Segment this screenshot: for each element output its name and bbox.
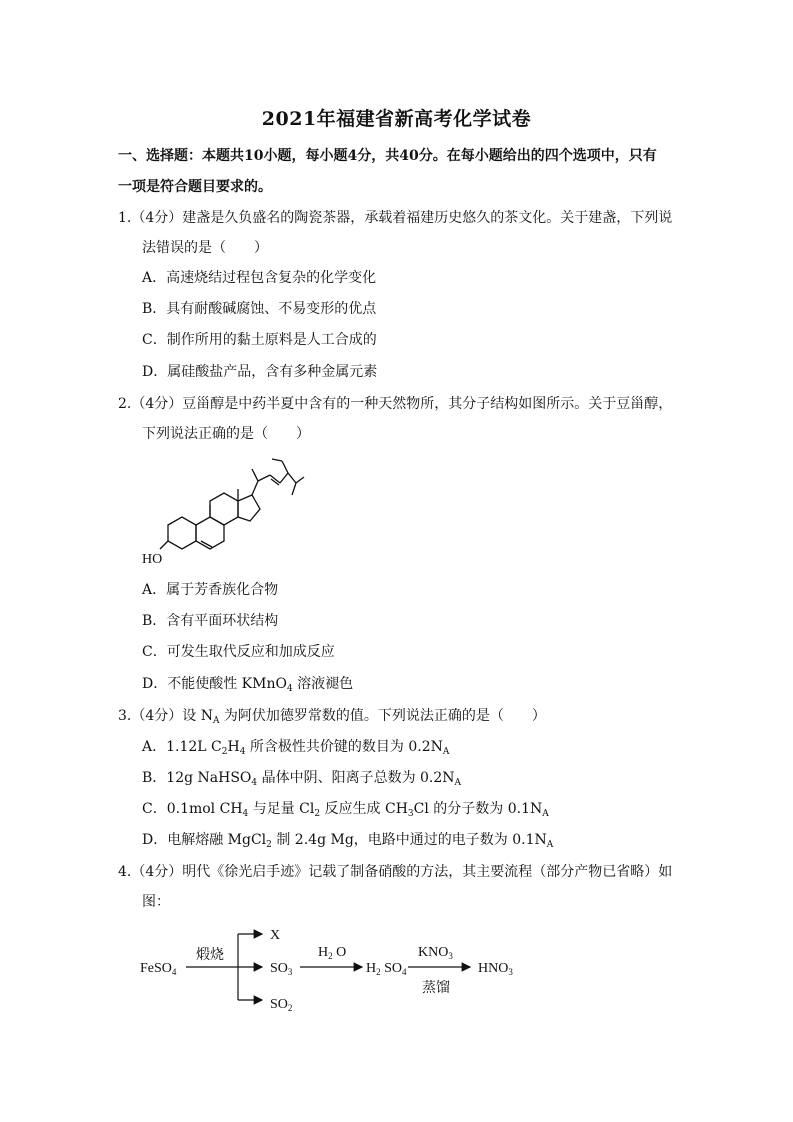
q3-option-c: C．0.1mol $CH_4$ 与足量 $Cl_2$ 反应生成 $CH_3Cl$ 的分子数为 $0.1N_A$ xyxy=(142,801,549,819)
q1-option-c: C．制作所用的黏土原料是人工合成的 xyxy=(142,332,377,348)
q1-option-a: A．高速烧结过程包含复杂的化学变化 xyxy=(142,270,377,286)
q2-option-b: B．含有平面环状结构 xyxy=(142,613,279,629)
nitric-acid-flow-diagram xyxy=(140,922,540,1017)
flow-so2: $SO_2$ xyxy=(270,997,293,1013)
q2-option-d: D．不能使酸性 KMnO$_4$ 溶液褪色 xyxy=(142,676,354,694)
flow-x: X xyxy=(270,928,281,943)
flow-kno3-label: $KNO_3$ xyxy=(418,945,453,961)
flow-so3: $SO_3$ xyxy=(270,961,293,977)
q1-stem-line2: 法错误的是（ ） xyxy=(142,240,268,256)
q2-stem-line1: 2.（4分）豆甾醇是中药半夏中含有的一种天然物所，其分子结构如图所示。关于豆甾醇， xyxy=(118,396,673,412)
flow-feso4: FeSO$_4$ xyxy=(140,961,177,977)
q4-stem-line1: 4.（4分）明代《徐光启手迹》记载了制备硝酸的方法，其主要流程（部分产物已省略）如 xyxy=(118,864,673,880)
q1-option-d: D．属硅酸盐产品，含有多种金属元素 xyxy=(142,364,378,380)
q3-option-d: D．电解熔融 MgCl$_2$ 制 2.4g Mg，电路中通过的电子数为 $0.1N_A$ xyxy=(142,832,554,850)
q2-stem-line2: 下列说法正确的是（ ） xyxy=(142,426,310,442)
structure-ho-label: HO xyxy=(142,552,163,567)
page-title: 2021年福建省新高考化学试卷 xyxy=(261,108,532,130)
flow-distillation-label: 蒸馏 xyxy=(422,981,450,996)
section-heading-line2: 一项是符合题目要求的。 xyxy=(118,179,272,195)
flow-water-label: $H_2$ O xyxy=(318,945,347,961)
flow-sulfuric-acid: $H_2$ $SO_4$ xyxy=(366,961,407,977)
q3-option-a: A．1.12L $C_2H_4$ 所含极性共价键的数目为 $0.2N_A$ xyxy=(142,739,450,757)
q1-option-b: B．具有耐酸碱腐蚀、不易变形的优点 xyxy=(142,301,377,317)
section-heading-line1: 一、选择题：本题共10小题，每小题4分，共40分。在每小题给出的四个选项中，只有 xyxy=(118,148,657,164)
q4-stem-line2: 图： xyxy=(142,894,170,910)
q2-option-c: C．可发生取代反应和加成反应 xyxy=(142,644,335,660)
flow-calcination-label: 煅烧 xyxy=(196,948,224,963)
q2-option-a: A．属于芳香族化合物 xyxy=(142,582,279,598)
q3-option-b: B．12g NaHSO$_4$ 晶体中阴、阳离子总数为 $0.2N_A$ xyxy=(142,770,462,788)
stigmasterol-structure xyxy=(140,455,310,570)
q3-stem: 3.（4分）设 $N_A$ 为阿伏加德罗常数的值。下列说法正确的是（ ） xyxy=(118,708,546,726)
q1-stem-line1: 1.（4分）建盏是久负盛名的陶瓷茶器，承载着福建历史悠久的茶文化。关于建盏，下列说 xyxy=(118,210,673,226)
flow-hno3: $HNO_3$ xyxy=(478,961,513,977)
